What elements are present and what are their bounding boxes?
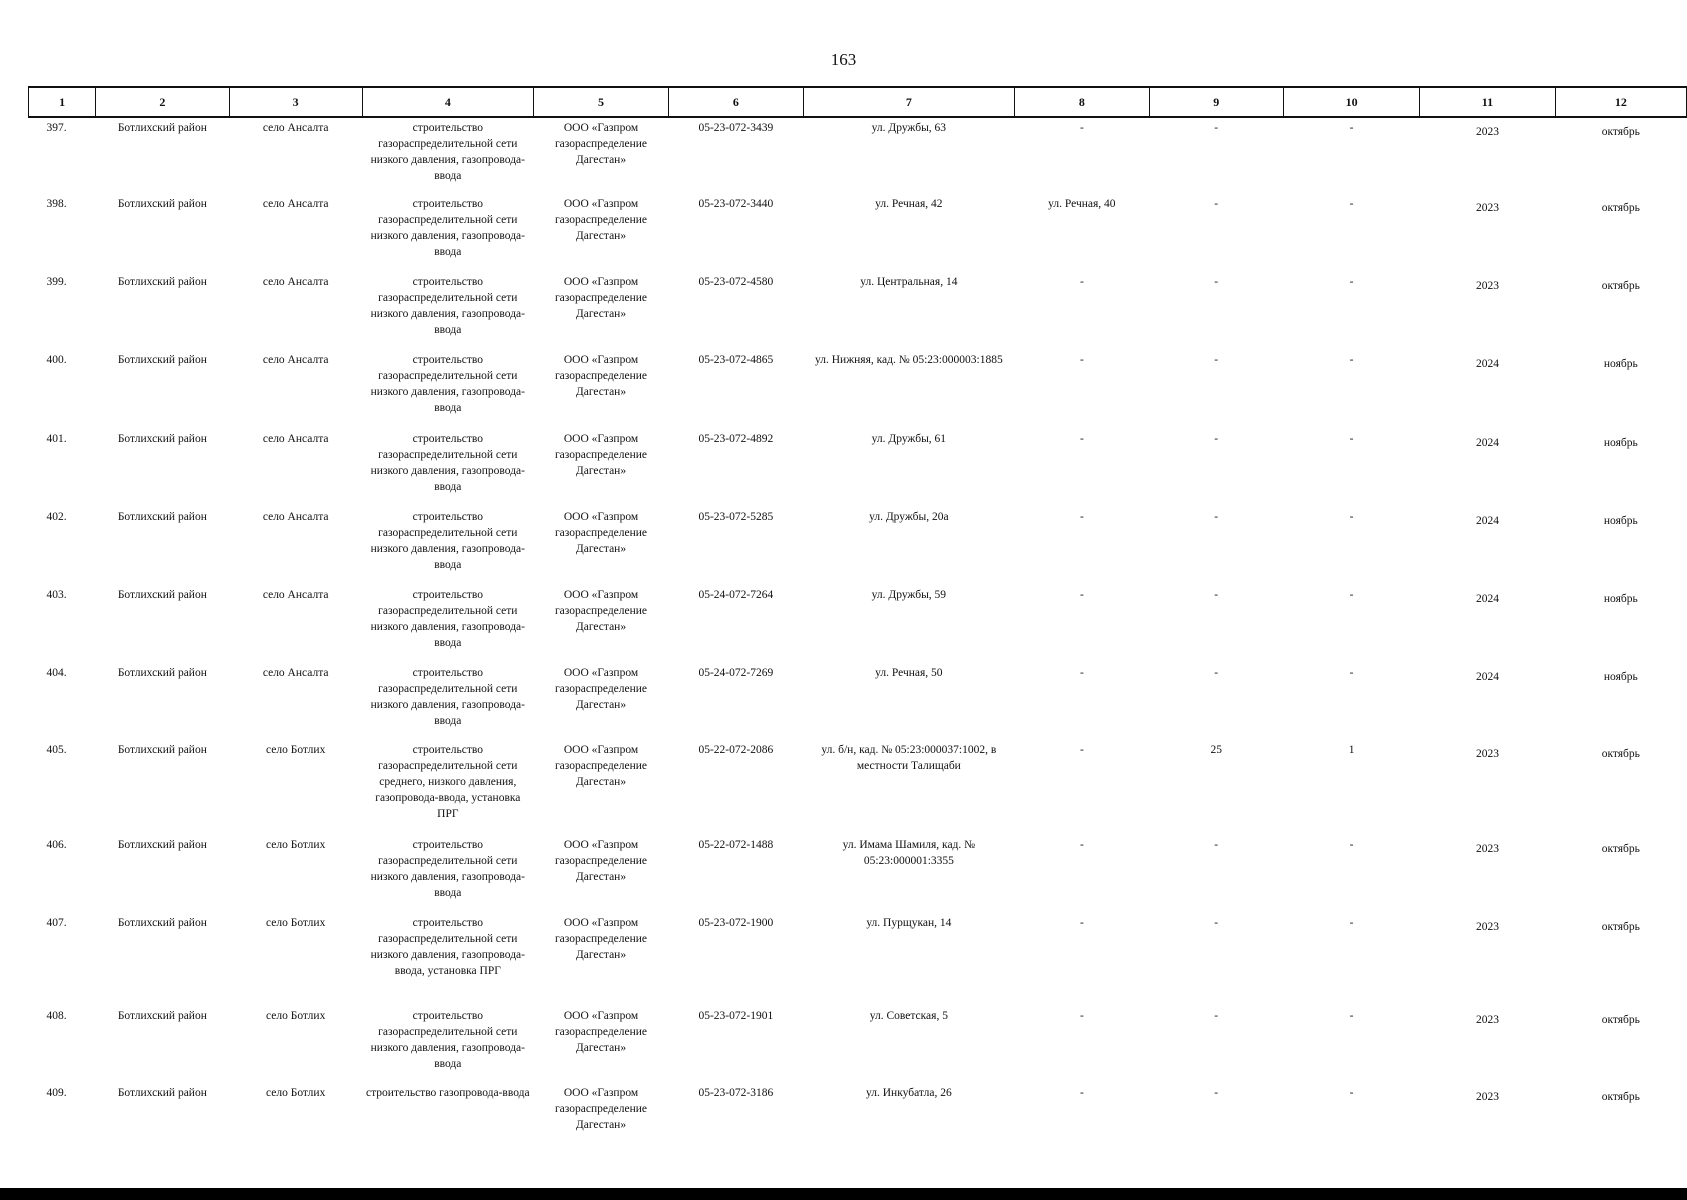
table-cell-code: 05-23-072-1900 [698, 917, 774, 929]
table-cell-n: 402. [46, 511, 67, 523]
table-row [29, 117, 1687, 194]
column-header-7: 7 [803, 87, 1015, 117]
table-cell-c10: - [1349, 1010, 1354, 1022]
table-cell-c10: - [1349, 917, 1354, 929]
table-cell-address: ул. Дружбы, 61 [871, 433, 947, 445]
table-cell-district: Ботлихский район [117, 744, 207, 756]
table-cell-month: ноябрь [1603, 437, 1638, 449]
table-cell-month: ноябрь [1603, 515, 1638, 527]
table-cell-address: ул. Дружбы, 20а [869, 511, 949, 523]
table-cell-n: 397. [46, 122, 67, 134]
table-cell-c10: - [1349, 589, 1354, 601]
table-cell-n: 400. [46, 354, 67, 366]
table-cell-code: 05-23-072-4580 [698, 276, 774, 288]
document-table [28, 86, 1687, 1161]
table-cell-district: Ботлихский район [117, 198, 207, 210]
table-cell-year: 2023 [1475, 921, 1499, 933]
table-row [29, 272, 1687, 350]
table-cell-c8: - [1079, 1087, 1084, 1099]
column-header-4: 4 [362, 87, 533, 117]
table-cell-org: ООО «Газпром газораспределение Дагестан» [554, 1087, 648, 1131]
table-cell-n: 403. [46, 589, 67, 601]
table-cell-year: 2023 [1475, 280, 1499, 292]
table-cell-address: ул. Дружбы, 59 [871, 589, 947, 601]
table-cell-month: ноябрь [1603, 593, 1638, 605]
scan-bottom-border [0, 1188, 1687, 1200]
table-cell-c9: 25 [1210, 744, 1222, 756]
table-cell-c10: 1 [1348, 744, 1355, 756]
table-cell-work: строительство газораспределительной сети низкого давления, газопровода-ввода [370, 433, 525, 493]
table-cell-c10: - [1349, 667, 1354, 679]
table-cell-year: 2023 [1475, 1014, 1499, 1026]
table-cell-year: 2024 [1475, 358, 1499, 370]
table-body [29, 117, 1687, 1161]
column-header-11: 11 [1420, 87, 1555, 117]
table-row [29, 913, 1687, 1006]
table-cell-code: 05-23-072-4865 [698, 354, 774, 366]
column-header-3: 3 [229, 87, 362, 117]
column-header-12: 12 [1555, 87, 1686, 117]
table-cell-org: ООО «Газпром газораспределение Дагестан» [554, 198, 648, 242]
table-row [29, 835, 1687, 913]
column-header-9: 9 [1149, 87, 1283, 117]
table-row [29, 350, 1687, 429]
table-cell-c9: - [1214, 198, 1219, 210]
document-table-container [28, 86, 1687, 1161]
table-cell-district: Ботлихский район [117, 589, 207, 601]
table-cell-c8: - [1079, 589, 1084, 601]
table-cell-c10: - [1349, 839, 1354, 851]
table-cell-month: октябрь [1601, 280, 1640, 292]
table-cell-c8: - [1079, 917, 1084, 929]
header-row [29, 87, 1687, 117]
table-cell-c9: - [1214, 122, 1219, 134]
table-cell-c8: - [1079, 667, 1084, 679]
table-cell-district: Ботлихский район [117, 1010, 207, 1022]
table-cell-year: 2023 [1475, 843, 1499, 855]
table-cell-work: строительство газораспределительной сети низкого давления, газопровода-ввода [370, 589, 525, 649]
table-cell-village: село Ансалта [262, 276, 329, 288]
table-cell-c8: - [1079, 354, 1084, 366]
table-cell-work: строительство газораспределительной сети среднего, низкого давления, газопровода-ввода, установка ПРГ [375, 744, 521, 820]
table-cell-month: октябрь [1601, 126, 1640, 138]
table-cell-org: ООО «Газпром газораспределение Дагестан» [554, 354, 648, 398]
table-cell-district: Ботлихский район [117, 667, 207, 679]
table-cell-c8: - [1079, 1010, 1084, 1022]
table-row [29, 429, 1687, 507]
table-cell-org: ООО «Газпром газораспределение Дагестан» [554, 122, 648, 166]
table-cell-org: ООО «Газпром газораспределение Дагестан» [554, 511, 648, 555]
table-cell-address: ул. Инкубатла, 26 [866, 1087, 952, 1099]
table-cell-n: 406. [46, 839, 67, 851]
table-cell-district: Ботлихский район [117, 1087, 207, 1099]
table-cell-district: Ботлихский район [117, 276, 207, 288]
table-cell-c10: - [1349, 122, 1354, 134]
table-cell-address: ул. Нижняя, кад. № 05:23:000003:1885 [815, 354, 1003, 366]
table-cell-org: ООО «Газпром газораспределение Дагестан» [554, 1010, 648, 1054]
table-cell-work: строительство газораспределительной сети низкого давления, газопровода-ввода [370, 839, 525, 899]
table-cell-district: Ботлихский район [117, 354, 207, 366]
table-row [29, 585, 1687, 663]
table-cell-district: Ботлихский район [117, 433, 207, 445]
table-cell-month: октябрь [1601, 921, 1640, 933]
table-cell-work: строительство газораспределительной сети низкого давления, газопровода-ввода [370, 198, 525, 258]
table-cell-village: село Ботлих [266, 744, 326, 756]
column-header-5: 5 [533, 87, 668, 117]
table-cell-code: 05-23-072-4892 [698, 433, 774, 445]
table-cell-n: 399. [46, 276, 67, 288]
table-row [29, 663, 1687, 740]
table-cell-org: ООО «Газпром газораспределение Дагестан» [554, 589, 648, 633]
table-cell-c9: - [1214, 839, 1219, 851]
table-cell-work: строительство газораспределительной сети низкого давления, газопровода-ввода [370, 511, 525, 571]
table-cell-village: село Ансалта [262, 433, 329, 445]
table-cell-org: ООО «Газпром газораспределение Дагестан» [554, 276, 648, 320]
table-cell-c8: - [1079, 511, 1084, 523]
table-cell-district: Ботлихский район [117, 917, 207, 929]
table-cell-year: 2024 [1475, 515, 1499, 527]
table-cell-c9: - [1214, 511, 1219, 523]
table-cell-village: село Ботлих [266, 917, 326, 929]
column-header-10: 10 [1283, 87, 1419, 117]
table-cell-org: ООО «Газпром газораспределение Дагестан» [554, 839, 648, 883]
table-cell-month: октябрь [1601, 748, 1640, 760]
table-cell-c8: - [1079, 744, 1084, 756]
table-cell-district: Ботлихский район [117, 122, 207, 134]
table-cell-c10: - [1349, 198, 1354, 210]
table-cell-c8: - [1079, 433, 1084, 445]
table-cell-c10: - [1349, 1087, 1354, 1099]
table-row [29, 740, 1687, 835]
table-cell-address: ул. Речная, 50 [875, 667, 943, 679]
table-cell-code: 05-23-072-1901 [698, 1010, 774, 1022]
column-header-1: 1 [29, 87, 96, 117]
table-cell-c10: - [1349, 433, 1354, 445]
table-cell-address: ул. б/н, кад. № 05:23:000037:1002, в местности Талищаби [821, 744, 997, 772]
table-cell-n: 409. [46, 1087, 67, 1099]
table-cell-district: Ботлихский район [117, 839, 207, 851]
table-cell-address: ул. Советская, 5 [869, 1010, 948, 1022]
table-cell-c9: - [1214, 1087, 1219, 1099]
table-cell-n: 398. [46, 198, 67, 210]
table-cell-n: 404. [46, 667, 67, 679]
table-cell-org: ООО «Газпром газораспределение Дагестан» [554, 744, 648, 788]
table-cell-c9: - [1214, 1010, 1219, 1022]
table-cell-district: Ботлихский район [117, 511, 207, 523]
table-cell-work: строительство газораспределительной сети низкого давления, газопровода-ввода, установка ПРГ [370, 917, 525, 977]
table-row [29, 507, 1687, 585]
table-cell-n: 401. [46, 433, 67, 445]
table-cell-code: 05-23-072-3439 [698, 122, 774, 134]
table-cell-month: ноябрь [1603, 358, 1638, 370]
table-cell-c8: ул. Речная, 40 [1048, 198, 1116, 210]
page-number: 163 [830, 50, 857, 69]
table-cell-address: ул. Дружбы, 63 [871, 122, 947, 134]
table-cell-code: 05-23-072-5285 [698, 511, 774, 523]
table-cell-work: строительство газораспределительной сети низкого давления, газопровода-ввода [370, 1010, 525, 1070]
table-cell-c8: - [1079, 839, 1084, 851]
table-cell-c9: - [1214, 667, 1219, 679]
table-cell-month: октябрь [1601, 202, 1640, 214]
table-cell-address: ул. Центральная, 14 [860, 276, 958, 288]
table-cell-code: 05-23-072-3186 [698, 1087, 774, 1099]
table-cell-c10: - [1349, 354, 1354, 366]
table-cell-org: ООО «Газпром газораспределение Дагестан» [554, 433, 648, 477]
table-cell-c9: - [1214, 589, 1219, 601]
table-cell-c9: - [1214, 433, 1219, 445]
table-cell-year: 2023 [1475, 1091, 1499, 1103]
table-cell-work: строительство газораспределительной сети низкого давления, газопровода-ввода [370, 276, 525, 336]
table-cell-code: 05-24-072-7269 [698, 667, 774, 679]
table-header [29, 87, 1687, 117]
table-cell-code: 05-22-072-1488 [698, 839, 774, 851]
table-cell-n: 405. [46, 744, 67, 756]
table-cell-org: ООО «Газпром газораспределение Дагестан» [554, 917, 648, 961]
table-cell-year: 2023 [1475, 748, 1499, 760]
table-cell-n: 407. [46, 917, 67, 929]
table-cell-c10: - [1349, 511, 1354, 523]
table-cell-code: 05-24-072-7264 [698, 589, 774, 601]
table-cell-code: 05-22-072-2086 [698, 744, 774, 756]
table-cell-month: октябрь [1601, 843, 1640, 855]
table-cell-c9: - [1214, 917, 1219, 929]
column-header-2: 2 [96, 87, 229, 117]
table-cell-village: село Ансалта [262, 511, 329, 523]
table-cell-work: строительство газопровода-ввода [366, 1087, 530, 1099]
table-cell-work: строительство газораспределительной сети низкого давления, газопровода-ввода [370, 354, 525, 414]
table-cell-year: 2024 [1475, 437, 1499, 449]
table-cell-c10: - [1349, 276, 1354, 288]
table-cell-month: ноябрь [1603, 671, 1638, 683]
table-cell-village: село Ансалта [262, 667, 329, 679]
table-cell-village: село Ансалта [262, 198, 329, 210]
table-cell-org: ООО «Газпром газораспределение Дагестан» [554, 667, 648, 711]
table-cell-address: ул. Пурщукан, 14 [866, 917, 952, 929]
table-cell-c8: - [1079, 276, 1084, 288]
table-cell-address: ул. Речная, 42 [875, 198, 943, 210]
table-cell-village: село Ансалта [262, 354, 329, 366]
column-header-8: 8 [1015, 87, 1149, 117]
table-cell-month: октябрь [1601, 1091, 1640, 1103]
table-cell-c9: - [1214, 354, 1219, 366]
table-cell-year: 2023 [1475, 126, 1499, 138]
table-cell-month: октябрь [1601, 1014, 1640, 1026]
table-cell-year: 2024 [1475, 671, 1499, 683]
table-cell-c9: - [1214, 276, 1219, 288]
table-cell-year: 2023 [1475, 202, 1499, 214]
column-header-6: 6 [669, 87, 803, 117]
table-cell-village: село Ботлих [266, 1010, 326, 1022]
table-cell-village: село Ботлих [266, 1087, 326, 1099]
table-cell-n: 408. [46, 1010, 67, 1022]
table-cell-year: 2024 [1475, 593, 1499, 605]
table-cell-code: 05-23-072-3440 [698, 198, 774, 210]
table-row [29, 1083, 1687, 1161]
table-row [29, 1006, 1687, 1083]
table-cell-c8: - [1079, 122, 1084, 134]
table-cell-village: село Ансалта [262, 122, 329, 134]
table-cell-work: строительство газораспределительной сети низкого давления, газопровода-ввода [370, 122, 525, 182]
table-row [29, 194, 1687, 272]
table-cell-address: ул. Имама Шамиля, кад. № 05:23:000001:3355 [842, 839, 976, 867]
table-cell-work: строительство газораспределительной сети низкого давления, газопровода-ввода [370, 667, 525, 727]
table-cell-village: село Ансалта [262, 589, 329, 601]
table-cell-village: село Ботлих [266, 839, 326, 851]
